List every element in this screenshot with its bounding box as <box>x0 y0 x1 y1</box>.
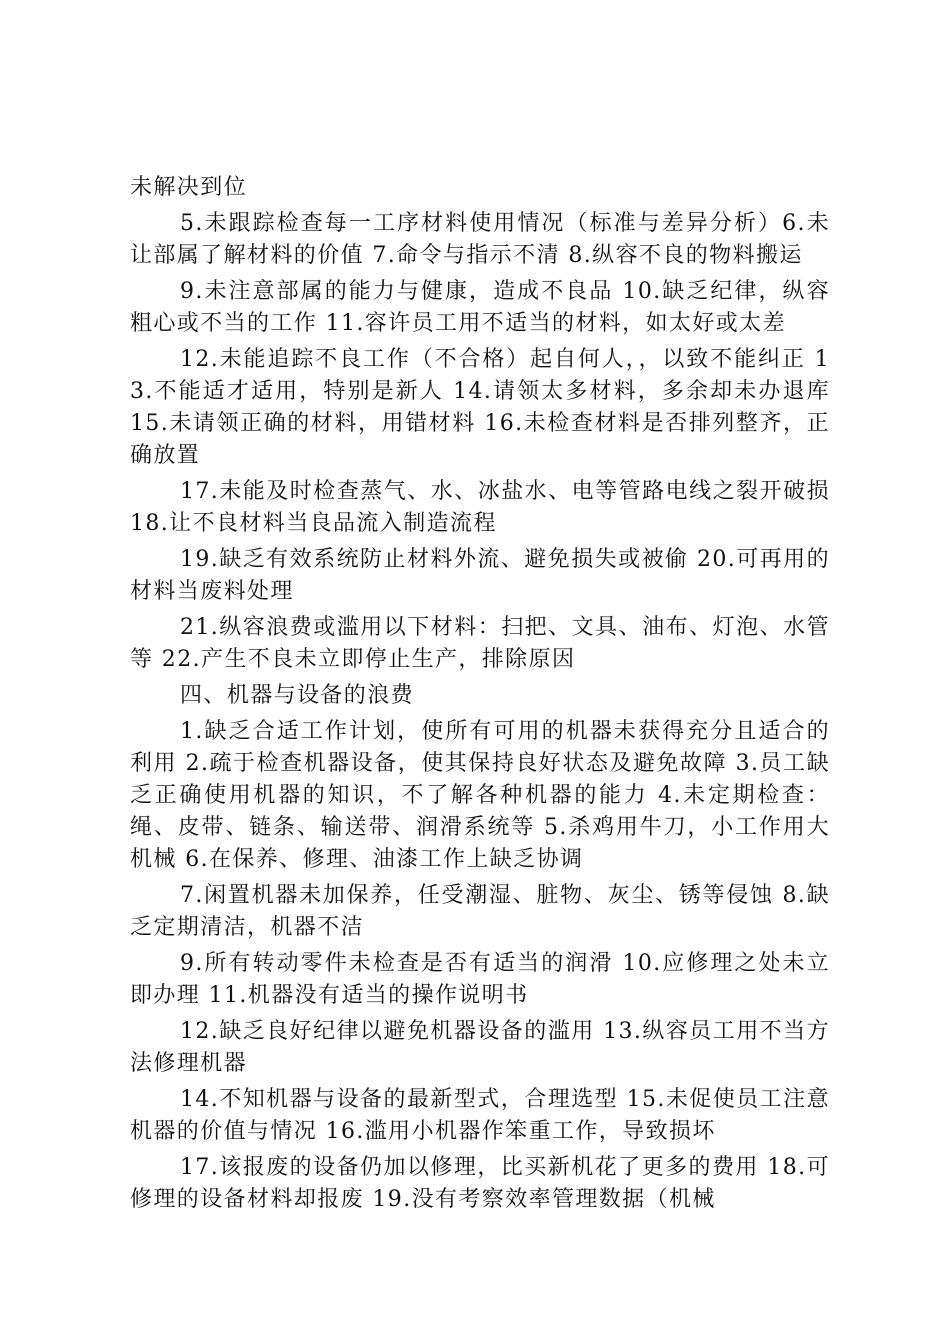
document-body <box>130 172 830 1220</box>
paragraph-item-21: 21.纵容浪费或滥用以下材料：扫把、文具、油布、灯泡、水管等 22.产生不良未立即停止生产，排除原因 <box>130 615 830 672</box>
paragraph-machine-item-12: 12.缺乏良好纪律以避免机器设备的滥用 13.纵容员工用不当方法修理机器 <box>130 1019 830 1076</box>
paragraph-item-9: 9.未注意部属的能力与健康，造成不良品 10.缺乏纪律，纵容粗心或不当的工作 11.容许员工用不适当的材料，如太好或太差 <box>130 279 830 336</box>
section-heading-machines: 四、机器与设备的浪费 <box>180 683 415 708</box>
paragraph-machine-item-9: 9.所有转动零件未检查是否有适当的润滑 10.应修理之处未立即办理 11.机器没有适当的操作说明书 <box>130 951 830 1008</box>
paragraph-item-19: 19.缺乏有效系统防止材料外流、避免损失或被偷 20.可再用的材料当废料处理 <box>130 547 830 604</box>
paragraph-item-5: 5.未跟踪检查每一工序材料使用情况（标准与差异分析）6.未让部属了解材料的价值 7.命令与指示不清 8.纵容不良的物料搬运 <box>130 211 830 268</box>
paragraph-machine-item-1: 1.缺乏合适工作计划，使所有可用的机器未获得充分且适合的利用 2.疏于检查机器设备，使其保持良好状态及避免故障 3.员工缺乏正确使用机器的知识，不了解各种机器的能力 4.未定期检查：绳、皮带、链条、输送带、润滑系统等 5.杀鸡用牛刀，小工作用大机械 6.在保养、修理、油漆工作上缺乏协调 <box>130 719 830 872</box>
paragraph-item-12: 12.未能追踪不良工作（不合格）起自何人，，以致不能纠正 13.不能适才适用，特别是新人 14.请领太多材料，多余却未办退库 15.未请领正确的材料，用错材料 16.未检查材料是否排列整齐，正确放置 <box>130 347 830 468</box>
paragraph-machine-item-14: 14.不知机器与设备的最新型式，合理选型 15.未促使员工注意机器的价值与情况 16.滥用小机器作笨重工作，导致损坏 <box>130 1087 830 1144</box>
paragraph-item-17: 17.未能及时检查蒸气、水、冰盐水、电等管路电线之裂开破损 18.让不良材料当良品流入制造流程 <box>130 479 830 536</box>
paragraph-machine-item-17: 17.该报废的设备仍加以修理，比买新机花了更多的费用 18.可修理的设备材料却报废 19.没有考察效率管理数据（机械 <box>130 1155 830 1212</box>
paragraph-machine-item-7: 7.闲置机器未加保养，任受潮湿、脏物、灰尘、锈等侵蚀 8.缺乏定期清洁，机器不洁 <box>130 883 830 940</box>
paragraph-continuation: 未解决到位 <box>130 175 248 200</box>
